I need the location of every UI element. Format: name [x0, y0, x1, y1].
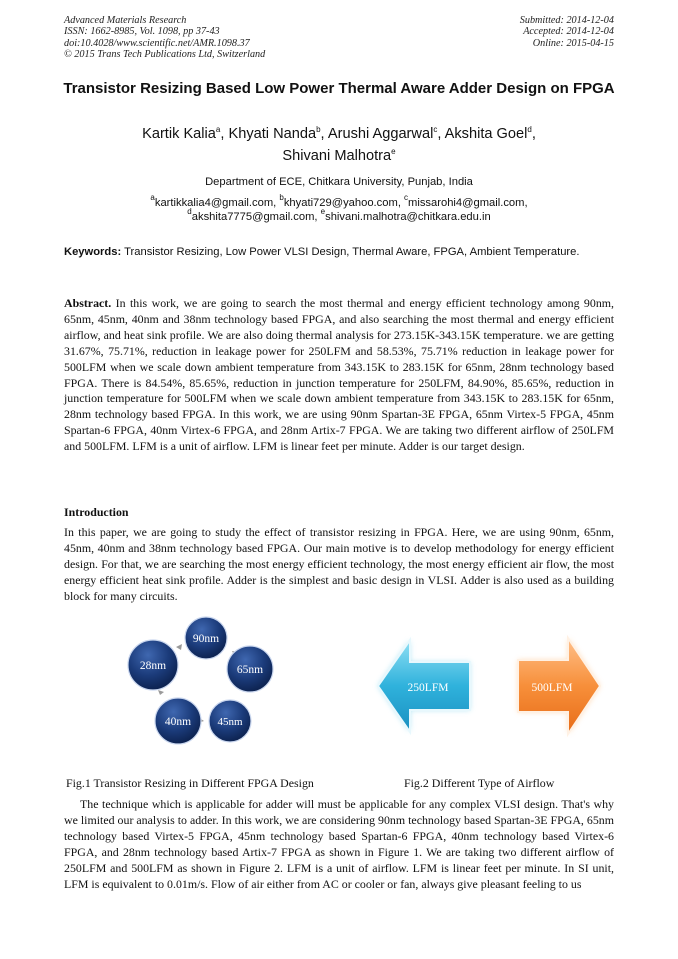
introduction-paragraph: In this paper, we are going to study the effect of transistor resizing in FPGA. Here, we are using 90nm, 65nm, 45nm, 40nm and 38nm technology based FPGA. Our main motive is to develop methodology for energy efficient design. For that, we are searching the most energy efficient technology, the most energy efficient air flow, the most energy efficient heat sink profile. Adder is the simplest and basic design in VLSI. Adder is also used as a building block for many circuits.: [64, 525, 614, 603]
abstract-label: Abstract.: [64, 296, 112, 310]
node-28nm: [128, 640, 178, 690]
affiliation: Department of ECE, Chitkara University, Punjab, India: [205, 176, 473, 188]
copyright-line: © 2015 Trans Tech Publications Ltd, Switzerland: [64, 49, 266, 61]
email[interactable]: $^d$akshita7775@gmail.com,: [187, 206, 321, 223]
online-date: Online: 2015-04-15: [532, 37, 614, 49]
node-40nm: [155, 698, 201, 744]
keywords-label: Keywords:: [64, 246, 122, 258]
keywords-text: Transistor Resizing, Low Power VLSI Design, Thermal Aware, FPGA, Ambient Temperature.: [124, 246, 580, 258]
arrow-left-250lfm: [378, 640, 470, 732]
arrow-right-500lfm: [518, 638, 600, 734]
journal-issn: ISSN: 1662-8985, Vol. 1098, pp 37-43: [64, 26, 220, 38]
section-heading-introduction: Introduction: [64, 505, 129, 519]
email[interactable]: $^a$kartikkalia4@gmail.com,: [150, 193, 280, 209]
keywords: [64, 246, 614, 260]
author: Kartik Kalia$^a$,: [142, 125, 229, 142]
author-list: [40, 123, 638, 167]
svg-text:45nm: 45nm: [217, 716, 243, 728]
svg-text:65nm: 65nm: [236, 664, 264, 676]
abstract-text: In this work, we are going to search the most thermal and energy efficient technology among 90nm, 65nm, 45nm, 40nm and 38nm technology based FPGA, and also searching the most thermal and energy efficient airflow, and heat sink profile. We are also doing thermal analysis for 273.15K-343.15K temperature. we are getting 31.67%, 75.71%, reduction in leakage power for 250LFM and 58.53%, 75.71% reduction in leakage power for 500LFM when we scale down ambient temperature from 343.15K to 283.15K for 65nm, 28nm technology based FPGA. There is 84.54%, 85.65%, reduction in junction temperature for 250LFM, 84.90%, 85.65%, reduction in junction temperature for 500LFM when we scale down ambient temperature from 343.15K to 283.15K for 65nm, 28nm technology based FPGA. In this work, we are using 90nm Spartan-3E FPGA, 65nm Virtex-5 FPGA, 45nm Spartan-6 FPGA, 40nm Virtex-6 FPGA, and 28nm Artix-7 FPGA. We are taking two different airflow of 250LFM and 500LFM. LFM is a unit of airflow. LFM is linear feet per minute. Adder is our target design.: [64, 296, 614, 454]
email[interactable]: $^b$khyati729@yahoo.com,: [279, 193, 405, 209]
figure-1-technology-cycle: [118, 614, 290, 762]
svg-text:40nm: 40nm: [164, 716, 192, 728]
paper-title: Transistor Resizing Based Low Power Thermal Aware Adder Design on FPGA: [63, 80, 615, 97]
email[interactable]: $^c$missarohi4@gmail.com,: [404, 193, 528, 209]
author: Akshita Goel$^d$,: [444, 125, 536, 142]
figure-2-caption: Fig.2 Different Type of Airflow: [404, 776, 555, 790]
author: Shivani Malhotra$^e$: [282, 147, 396, 164]
journal-header: [64, 15, 265, 61]
svg-text:250LFM: 250LFM: [407, 682, 449, 694]
dates-header: [520, 15, 614, 49]
accepted-date: Accepted: 2014-12-04: [523, 26, 614, 38]
svg-text:28nm: 28nm: [139, 660, 167, 672]
svg-text:90nm: 90nm: [192, 633, 220, 645]
node-90nm: [185, 617, 227, 659]
abstract: [64, 296, 614, 455]
email-list: [40, 193, 638, 224]
journal-name: Advanced Materials Research: [64, 15, 187, 26]
author: Khyati Nanda$^b$,: [228, 125, 328, 142]
email[interactable]: $^e$shivani.malhotra@chitkara.edu.in: [320, 206, 491, 223]
figure-1-caption: Fig.1 Transistor Resizing in Different FPGA Design: [66, 776, 314, 790]
introduction-paragraph-2: The technique which is applicable for adder will must be applicable for any complex VLSI design. That's why we limited our analysis to adder. In this work, we are considering 90nm technology based Spartan-3E FPGA, 65nm technology based Virtex-5 FPGA, 45nm technology based Spartan-6 FPGA, 40nm technology based Virtex-6 FPGA, and 28nm technology based Artix-7 FPGA as shown in Figure 1. We are taking two different airflow of 250LFM and 500LFM as shown in Figure 2. LFM is a unit of airflow. LFM is linear feet per minute. In SI unit, LFM is equivalent to 0.01m/s. Flow of air either from AC or cooler or fan, always give pleasant feeling to us: [64, 797, 614, 891]
node-65nm: [227, 646, 273, 692]
node-45nm: [209, 700, 251, 742]
svg-text:500LFM: 500LFM: [531, 682, 573, 694]
author: Arushi Aggarwal$^c$,: [327, 125, 445, 142]
figure-2-airflow-arrows: [370, 630, 608, 742]
journal-doi: doi:10.4028/www.scientific.net/AMR.1098.37: [64, 37, 250, 49]
submitted-date: Submitted: 2014-12-04: [519, 15, 614, 26]
